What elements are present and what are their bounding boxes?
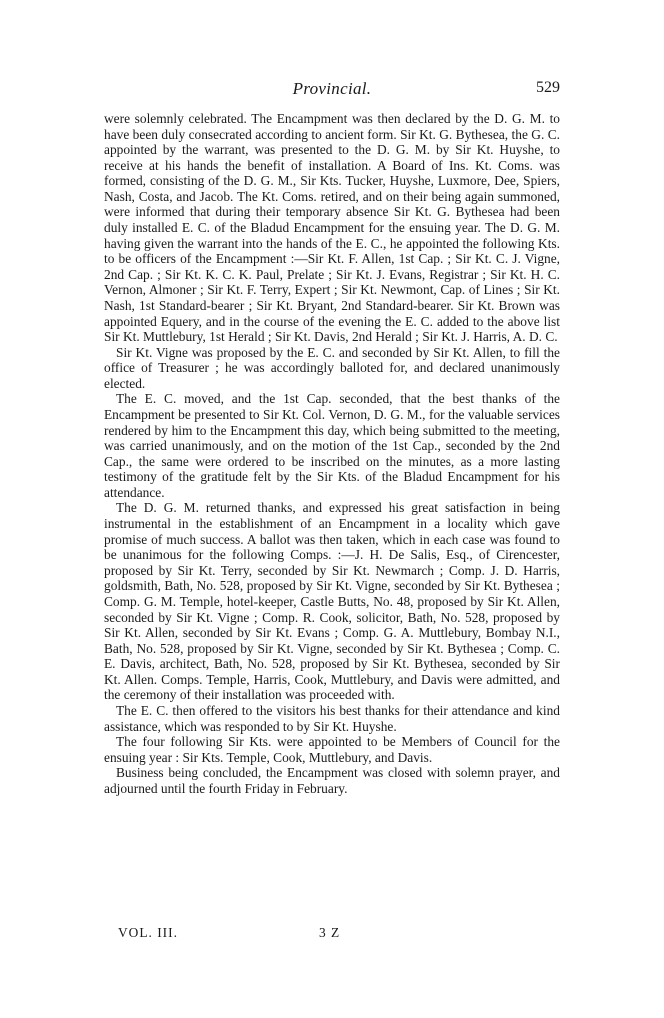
- paragraph-3: The E. C. moved, and the 1st Cap. seconded, that the best thanks of the Encampment be presented to Sir Kt. Col. Vernon, D. G. M., for the valuable services rendered by him to the Encampment this day, which being submitted to the meeting, was carried unanimously, and on the motion of the 1st Cap., seconded by the 2nd Cap., the same were ordered to be inscribed on the minutes, as a more lasting testimony of the gratitude felt by the Sir Kts. of the Bladud Encampment for his attendance.: [104, 391, 560, 500]
- paragraph-1: were solemnly celebrated. The Encampment was then declared by the D. G. M. to have been duly consecrated according to ancient form. Sir Kt. G. Bythesea, the G. C. appointed by the warrant, was presented to the D. G. M. by Sir Kt. Huyshe, to receive at his hands the benefit of installation. A Board of Ins. Kt. Coms. was formed, consisting of the D. G. M., Sir Kts. Tucker, Huyshe, Luxmore, Dee, Spiers, Nash, Costa, and Jacob. The Kt. Coms. retired, and on their being again summoned, were informed that during their temporary absence Sir Kt. G. Bythesea had been duly installed E. C. of the Bladud Encampment for the ensuing year. The D. G. M. having given the warrant into the hands of the E. C., he appointed the following Kts. to be officers of the Encampment :—Sir Kt. F. Allen, 1st Cap. ; Sir Kt. C. J. Vigne, 2nd Cap. ; Sir Kt. K. C. K. Paul, Prelate ; Sir Kt. J. Evans, Registrar ; Sir Kt. H. C. Vernon, Almoner ; Sir Kt. F. Terry, Expert ; Sir Kt. Newmont, Cap. of Lines ; Sir Kt. Nash, 1st Standard-bearer ; Sir Kt. Bryant, 2nd Standard-bearer. Sir Kt. Brown was appointed Equery, and in the course of the evening the E. C. added to the above list Sir Kt. Muttlebury, 1st Herald ; Sir Kt. Davis, 2nd Herald ; Sir Kt. J. Harris, A. D. C.: [104, 111, 560, 345]
- paragraph-7: Business being concluded, the Encampment was closed with solemn prayer, and adjourned until the fourth Friday in February.: [104, 765, 560, 796]
- body-text: [104, 111, 560, 796]
- running-title: Provincial.: [292, 79, 372, 98]
- paragraph-5: The E. C. then offered to the visitors his best thanks for their attendance and kind assistance, which was responded to by Sir Kt. Huyshe.: [104, 702, 560, 734]
- page-footer: [104, 925, 560, 943]
- paragraph-2: Sir Kt. Vigne was proposed by the E. C. and seconded by Sir Kt. Allen, to fill the office of Treasurer ; he was accordingly balloted for, and declared unanimously elected.: [104, 344, 560, 391]
- volume-label: VOL. III.: [118, 925, 178, 940]
- signature-mark: 3 Z: [319, 925, 341, 940]
- paragraph-6: The four following Sir Kts. were appointed to be Members of Council for the ensuing year : Sir Kts. Temple, Cook, Muttlebury, and Davis.: [104, 734, 560, 765]
- paragraph-4: The D. G. M. returned thanks, and expressed his great satisfaction in being instrumental in the establishment of an Encampment in a locality which gave promise of much success. A ballot was then taken, which in each case was found to be unanimous for the following Comps. :—J. H. De Salis, Esq., of Cirencester, proposed by Sir Kt. Terry, seconded by Sir Kt. Newmarch ; Comp. J. D. Harris, goldsmith, Bath, No. 528, proposed by Sir Kt. Vigne, seconded by Sir Kt. Bythesea ; Comp. G. M. Temple, hotel-keeper, Castle Butts, No. 48, proposed by Sir Kt. Allen, seconded by Sir Kt. Vigne ; Comp. R. Cook, solicitor, Bath, No. 528, proposed by Sir Kt. Allen, seconded by Sir Kt. Evans ; Comp. G. A. Muttlebury, Bombay N.I., Bath, No. 528, proposed by Sir Kt. Vigne, seconded by Sir Kt. Bythesea ; Comp. C. E. Davis, architect, Bath, No. 528, proposed by Sir Kt. Bythesea, seconded by Sir Kt. Allen. Comps. Temple, Harris, Cook, Muttlebury, and Davis were admitted, and the ceremony of their installation was proceeded with.: [104, 500, 560, 703]
- page-number: 529: [536, 79, 560, 96]
- page-header: [104, 79, 560, 101]
